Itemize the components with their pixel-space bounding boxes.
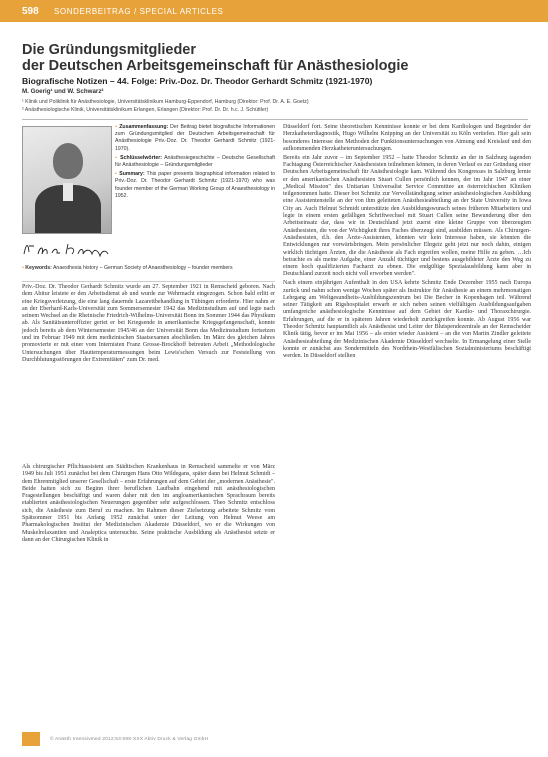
schluesselwoerter — [115, 155, 275, 169]
keywords-label: Keywords: — [25, 265, 52, 271]
body-paragraph: Bereits ein Jahr zuvor – im September 1952 – hatte Theodor Schmitz an der in Salzburg tagenden Fachtagung Österreichischer Anästhesisten teilnehmen können, in deren Verlauf es zur Gründung einer Deutschen Arbeitsgemeinschaft für Anästhesiologie kam. Während des Kongresses in Salzburg lernte er den amerikanischen Anästhesisten Stuart Cullen persönlich kennen, der im Jahr 1947 an einer „Medical Mission" des Unitarian Universalist Service Committee an österreichischen Kliniken teilgenommen hatte. Dieser bot Schmitz zur Vervollständigung seiner anästhesiologischen Ausbildung eine Assistentenstelle an der von ihm geleiteten Anästhesieabteilung an der State University in Iowa City an. Auch Helmut Schmidt unterstützte den Ausbildungswunsch seines früheren Mitarbeiters und legte in einem ersten gefälligen Schriftwechsel mit Stuart Cullen seine Bewunderung über den Arbeitseinsatz dar, dass wir in Deutschland jetzt zuerst eine kleine Gruppe von überzeugten Anästhesisten, die von der Wichtigkeit ihres Faches überzeugt sind, ausbilden müssen. Als Chirurgen-Anästhesisten, d.h. den Ärzte-Assistenten, könnten wir kein Interesse haben, sie könnten die Entwicklungen nur vorwärtsbringen. Mein persönlicher Ehrgeiz geht jetzt nur noch dahin, einigen wirklich tüchtigen Ärzten, die die Anästhesie als Fach ergreifen wollen, meine Hilfe zu geben. …Ich betrachte es als meine Aufgabe, einer Anzahl tüchtiger und bestens ausgebildeter Ärzte den Weg zu einem hoch qualifizierten Facharzt zu ebnen. Die endgültige Spezialausbildung kann aber in Deutschland zurzeit noch nicht voll erworben werden". — [283, 154, 531, 278]
keywords-text: Anaesthesia history – German Society of Anaesthesiology – founder members — [52, 265, 233, 271]
bullet-marker: ▪ — [115, 154, 121, 161]
bullet-marker: ▪ — [115, 171, 120, 178]
footer-text: © Anästh Intensivmed 2012;53:598-XXX Aktiv Druck & Verlag GmbH — [50, 736, 209, 742]
body-column-left-top — [22, 284, 275, 366]
bullet-marker: ▪ — [22, 265, 26, 271]
summary-label: Summary: — [119, 171, 145, 178]
body-column-left-bottom — [22, 464, 275, 546]
affiliation-2: ² Anästhesiologische Klinik, Universitätsklinikum Erlangen, Erlangen (Direktor: Prof. Dr. Dr. h.c. J. Schüttler) — [22, 107, 269, 113]
zusammenfassung — [115, 124, 275, 153]
article-title — [22, 42, 532, 74]
footer — [22, 733, 528, 745]
schluesselwoerter-text: Anästhesiegeschichte – Deutsche Gesellschaft für Anästhesiologie – Gründungsmitglieder — [115, 154, 276, 169]
body-paragraph: Als chirurgischer Pflichtassistent am Städtischen Krankenhaus in Remscheid sammelte er von März 1949 bis Juli 1951 zunächst bei dem Chirurgen Hans Otto Wildegans, später dann bei Helmut Schmidt – dem Ehrenmitglied unserer Gesellschaft – erste Erfahrungen auf dem Gebiet der „modernen Anästhesie". Beide hatten sich zu Beginn ihrer beruflichen Laufbahn eingehend mit anästhesiologischen Fragestellungen beschäftigt und waren daher mit den im angloamerikanischen Sprachraum bereits etablierten anästhesiologischen Neuerungen gegenüber sehr aufgeschlossen. Theo Schmitz entschloss sich, die Anästhesie zum Beruf zu machen. Im Rahmen dieser Zielsetzung arbeitete Schmitz vom Spätsommer 1951 bis Anfang 1952 zunächst unter der Leitung von Helmut Weese am Pharmakologischen Institut der Medizinischen Akademie Düsseldorf, wo er die Wirkungen von Muskelrelaxantien und Analeptica untersuchte. Seine praktische Ausbildung als Anästhesist setzte er dann an der Chirurgischen Klinik in — [22, 464, 275, 543]
handwritten-signature — [20, 236, 114, 260]
page-number: 598 — [22, 5, 39, 17]
portrait-head — [53, 143, 83, 179]
portrait-collar — [63, 183, 73, 201]
zusammenfassung-text: Der Beitrag bietet biografische Informationen zum Gründungsmitglied der Deutschen Arbeitsgemeinschaft für Anästhesiologie Priv.-Doz. Dr. Theodor Gerhardt Schmitz (1921-1970). — [115, 124, 275, 152]
article-subtitle: Biografische Notizen – 44. Folge: Priv.-Doz. Dr. Theodor Gerhardt Schmitz (1921-1970) — [22, 76, 373, 86]
summary — [115, 171, 275, 200]
authors: M. Goerig¹ und W. Schwarz² — [22, 88, 104, 95]
title-line-2: der Deutschen Arbeitsgemeinschaft für Anästhesiologie — [22, 58, 409, 74]
header-bar — [0, 0, 548, 22]
zusammenfassung-label: Zusammenfassung: — [119, 124, 169, 130]
title-line-1: Die Gründungsmitglieder — [22, 42, 197, 58]
footer-accent-square — [22, 732, 40, 746]
abstract-box — [115, 124, 275, 202]
keywords-divider — [22, 281, 275, 282]
body-paragraph: Priv.-Doz. Dr. Theodor Gerhardt Schmitz wurde am 27. September 1921 in Remscheid geboren. Nach dem Abitur leistete er den Arbeitsdienst ab und wurde zur Wehrmacht eingezogen. Schon bald erlitt er eine Kriegsverletzung, die eine lang dauernde Lazarettbehandlung in Tübingen erforderte. Hier nahm er an der Eberhard-Karls-Universität zum Sommersemester 1942 das Medizinstudium auf und legte nach seinem Wechsel an die Rheinische Friedrich-Wilhelms-Universität Bonn im Sommer 1944 das Physikum ab. Als Sanitätsunteroffizier geriet er bei Kriegsende in amerikanische Kriegsgefangenschaft, konnte jedoch bereits ab dem Wintersemester 1945/46 an der Universität Bonn das Medizinstudium fortsetzen und im Februar 1949 mit dem medizinischen Staatsexamen abschließen. Im März des gleichen Jahres promovierte er mit einer vom Internisten Franz Grosse-Brockhoff betreuten Arbeit „Methodologische Untersuchungen über Hauttemperaturmessungen beim Lewis'schen Versuch zur Feststellung von Durchblutungsstörungen der Extremitäten" zum Dr. med. — [22, 284, 275, 363]
keywords — [22, 265, 275, 272]
body-paragraph: Düsseldorf fort. Seine theoretischen Kenntnisse konnte er bei dem Kardiologen und Begründer der Herzkatheterdiagnostik, Hugo Wilhelm Knipping an der Universität zu Köln vertiefen. Hier galt sein besonderes Interesse den Methoden der Funktionsuntersuchungen von Atmung und Kreislauf und den aufkommenden Herzkatheteruntersuchungen. — [283, 124, 531, 152]
body-paragraph: Nach einem einjährigen Aufenthalt in den USA kehrte Schmitz Ende Dezember 1955 nach Europa zurück und nahm schon wenige Wochen später als Instruktor für Anästhesie an einem mehrmonatigen Lehrgang am Weltgesundheits-Ausbildungszentrum bei Die Becher in Kopenhagen teil. Während seiner Tätigkeit am Rigshospitalet erwarb er sich neben seinen vielfältigen Ausbildungsaufgaben umfangreiche anästhesiologische Kenntnisse auf dem Gebiet der Kardio- und Thoraxchirurgie. Erfahrungen, auf die er in späteren Jahren wiederholt zurückgreifen konnte. Ab August 1956 war Theodor Schmitz hauptamtlich als Anästhesist und Leiter der Blutspendezentrale an der Remscheider Klinik tätig, bevor er im Mai 1956 – als erster wieder Assistent – an die von Martin Zindler geleitete Anästhesieabteilung der Medizinischen Akademie Düsseldorf wechselte. In Ermangelung einer Stelle konnte er zunächst aus Sondermitteln des Nordrhein-Westfälischen Sozialministeriums beschäftigt werden. In Düsseldorf stellten — [283, 280, 531, 360]
schluesselwoerter-label: Schlüsselwörter: — [120, 154, 162, 161]
header-divider — [22, 119, 528, 120]
summary-text: This paper presents biographical information related to Priv.-Doz. Dr. Theodor Gerhardt Schmitz (1921-1970) who was founder member of the German Working Group of Anaesthesiology in 1952. — [115, 171, 275, 199]
bullet-marker: ▪ — [115, 124, 120, 130]
section-label: SONDERBEITRAG / SPECIAL ARTICLES — [54, 6, 224, 16]
affiliation-1: ¹ Klinik und Poliklinik für Anästhesiologie, Universitätsklinikum Hamburg-Eppendorf, Hamburg (Direktor: Prof. Dr. A. E. Goetz) — [22, 99, 309, 105]
portrait-photo — [22, 126, 112, 234]
body-column-right — [283, 124, 531, 362]
